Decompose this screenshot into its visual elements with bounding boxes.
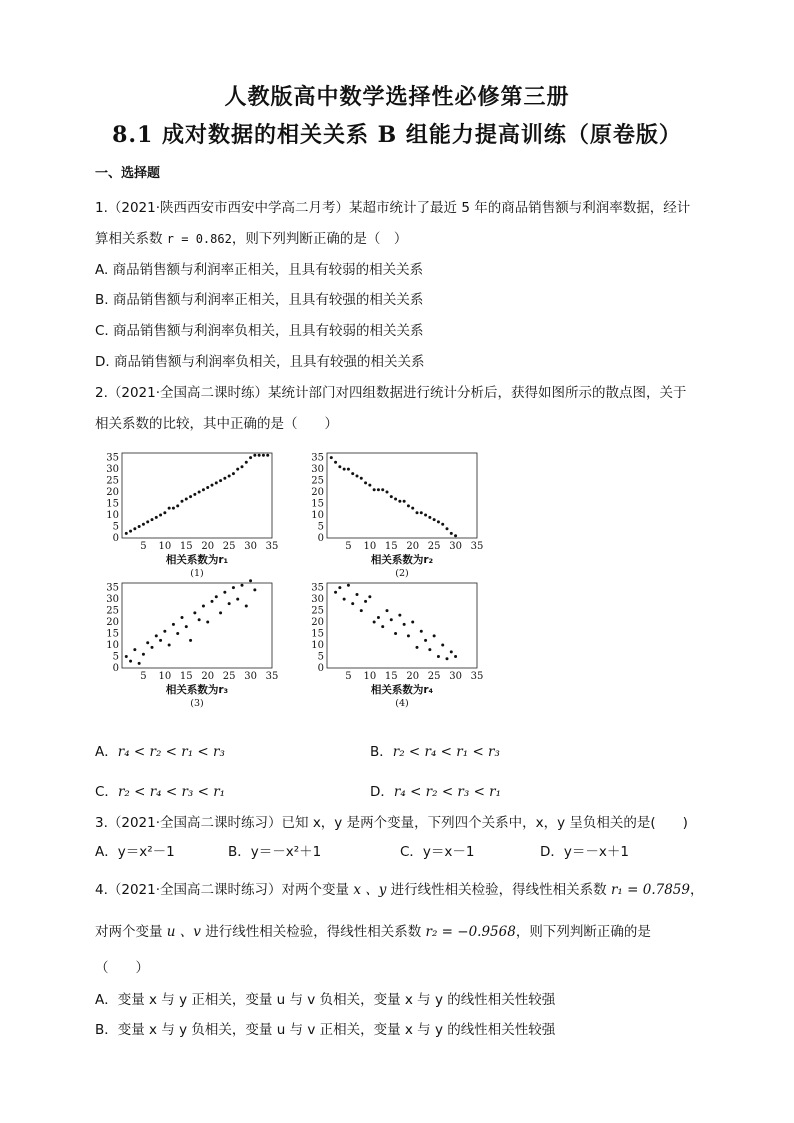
data-point — [228, 602, 231, 605]
data-point — [347, 468, 350, 471]
data-point — [253, 454, 256, 457]
x-tick-label: 10 — [158, 541, 172, 552]
q2-option-c-expr: r₂ < r₄ < r₃ < r₁ — [117, 784, 226, 800]
data-point — [245, 604, 248, 607]
data-point — [249, 579, 252, 582]
data-point — [142, 653, 145, 656]
data-point — [338, 586, 341, 589]
y-tick-label: 20 — [106, 487, 119, 499]
scatter-chart-3 — [95, 578, 285, 718]
data-point — [249, 456, 252, 459]
q1-option-c: C. 商品销售额与利润率负相关，且具有较弱的相关关系 — [95, 323, 424, 339]
q2-option-b-expr: r₂ < r₄ < r₁ < r₃ — [392, 744, 500, 760]
data-point — [236, 598, 239, 601]
data-point — [411, 621, 414, 624]
data-point — [377, 488, 380, 491]
data-point — [428, 516, 431, 519]
data-point — [356, 474, 359, 477]
data-point — [129, 660, 132, 663]
data-point — [223, 477, 226, 480]
data-point — [219, 479, 222, 482]
q4-option-b: B．变量 x 与 y 负相关，变量 u 与 v 正相关，变量 x 与 y 的线性相关性较强 — [95, 1022, 556, 1038]
data-point — [142, 523, 145, 526]
x-tick-label: 20 — [201, 541, 215, 552]
x-tick-label: 10 — [363, 671, 377, 682]
data-point — [351, 472, 354, 475]
document-title: 人教版高中数学选择性必修第三册 — [224, 84, 570, 110]
x-tick-label: 35 — [265, 541, 279, 552]
y-tick-label: 35 — [311, 582, 324, 594]
data-point — [377, 616, 380, 619]
data-point — [450, 650, 453, 653]
y-tick-label: 30 — [106, 464, 119, 476]
data-point — [407, 634, 410, 637]
x-tick-label: 35 — [265, 671, 279, 682]
x-tick-label: 20 — [406, 671, 420, 682]
data-point — [394, 632, 397, 635]
data-point — [351, 602, 354, 605]
data-point — [215, 595, 218, 598]
data-point — [176, 632, 179, 635]
data-point — [236, 468, 239, 471]
q4-line2-pre: 对两个变量 — [95, 924, 167, 940]
q1-stem-line1: 1.（2021·陕西西安市西安中学高二月考）某超市统计了最近 5 年的商品销售额与利润率数据，经计 — [95, 200, 691, 216]
data-point — [364, 481, 367, 484]
data-point — [215, 481, 218, 484]
data-point — [428, 648, 431, 651]
data-point — [193, 611, 196, 614]
data-point — [206, 621, 209, 624]
q2-stem-line1: 2.（2021·全国高二课时练）某统计部门对四组数据进行统计分析后，获得如图所示的散点图，关于 — [95, 385, 687, 401]
y-tick-label: 10 — [106, 510, 119, 522]
data-point — [356, 593, 359, 596]
q2-option-c — [95, 780, 225, 800]
q1-formula: r = 0.862 — [166, 232, 232, 246]
data-point — [411, 507, 414, 510]
data-point — [394, 497, 397, 500]
x-tick-label: 30 — [449, 671, 462, 682]
data-point — [390, 618, 393, 621]
data-point — [398, 614, 401, 617]
scatter-chart-1 — [95, 448, 285, 588]
y-tick-label: 20 — [311, 617, 324, 629]
x-tick-label: 20 — [406, 541, 420, 552]
data-point — [386, 491, 389, 494]
q1-option-d: D. 商品销售额与利润率负相关，且具有较强的相关关系 — [95, 354, 425, 370]
data-point — [360, 609, 363, 612]
x-tick-label: 30 — [244, 541, 257, 552]
data-point — [373, 488, 376, 491]
x-tick-label: 35 — [470, 671, 484, 682]
q2-option-a — [95, 740, 225, 760]
q1-stem-line2 — [95, 227, 407, 247]
data-point — [338, 465, 341, 468]
q4-line1-val: r₁ = 0.7859 — [610, 882, 690, 898]
data-point — [198, 618, 201, 621]
x-tick-label: 5 — [345, 541, 352, 552]
data-point — [138, 662, 141, 665]
q2-option-b — [370, 740, 500, 760]
chart-caption: (1) — [190, 568, 204, 579]
q3-option-b: B．y＝－x²＋1 — [228, 844, 322, 860]
x-tick-label: 10 — [363, 541, 377, 552]
q4-line2-vars: u 、v — [166, 924, 201, 940]
q1-stem-pre: 算相关系数 — [95, 231, 167, 247]
data-point — [206, 486, 209, 489]
data-point — [232, 472, 235, 475]
y-tick-label: 25 — [106, 475, 119, 487]
y-tick-label: 5 — [317, 651, 324, 663]
x-tick-label: 25 — [222, 671, 236, 682]
q4-line1-post: ， — [689, 882, 704, 898]
q4-line1-pre: 4.（2021·全国高二课时练习）对两个变量 — [95, 882, 354, 898]
data-point — [441, 523, 444, 526]
data-point — [364, 600, 367, 603]
q1-option-b: B. 商品销售额与利润率正相关，且具有较强的相关关系 — [95, 292, 424, 308]
data-point — [245, 461, 248, 464]
q4-line2-val: r₂ = −0.9568 — [425, 924, 516, 940]
data-point — [125, 532, 128, 535]
data-point — [407, 504, 410, 507]
data-point — [159, 639, 162, 642]
x-axis-label: 相关系数为r₃ — [165, 684, 229, 696]
data-point — [403, 623, 406, 626]
data-point — [441, 644, 444, 647]
y-tick-label: 15 — [311, 628, 324, 640]
data-point — [347, 584, 350, 587]
data-point — [360, 477, 363, 480]
data-point — [334, 591, 337, 594]
q4-stem-line2 — [95, 920, 651, 940]
data-point — [172, 507, 175, 510]
data-point — [258, 454, 261, 457]
x-tick-label: 25 — [222, 541, 236, 552]
data-point — [189, 639, 192, 642]
data-point — [185, 497, 188, 500]
data-point — [373, 621, 376, 624]
scatter-chart-2 — [300, 448, 490, 588]
data-point — [168, 507, 171, 510]
x-tick-label: 15 — [384, 541, 398, 552]
data-point — [420, 511, 423, 514]
x-tick-label: 5 — [140, 671, 147, 682]
data-point — [211, 484, 214, 487]
data-point — [146, 520, 149, 523]
data-point — [454, 655, 457, 658]
data-point — [172, 623, 175, 626]
x-tick-label: 30 — [449, 541, 462, 552]
data-point — [266, 454, 269, 457]
y-tick-label: 10 — [311, 510, 324, 522]
data-point — [151, 646, 154, 649]
y-tick-label: 5 — [317, 521, 324, 533]
data-point — [433, 634, 436, 637]
x-tick-label: 15 — [384, 671, 398, 682]
x-tick-label: 15 — [179, 541, 193, 552]
y-tick-label: 0 — [112, 663, 119, 674]
data-point — [433, 518, 436, 521]
data-point — [241, 465, 244, 468]
x-axis-label: 相关系数为r₄ — [370, 684, 434, 696]
y-tick-label: 0 — [317, 663, 324, 674]
data-point — [176, 504, 179, 507]
q2-option-a-label: A． — [95, 744, 118, 760]
data-point — [189, 495, 192, 498]
data-point — [330, 456, 333, 459]
data-point — [454, 534, 457, 537]
section-heading: 一、选择题 — [95, 166, 161, 181]
data-point — [437, 520, 440, 523]
x-tick-label: 25 — [427, 541, 441, 552]
chart-caption: (3) — [190, 698, 204, 709]
y-tick-label: 25 — [106, 605, 119, 617]
q2-option-c-label: C． — [95, 784, 118, 800]
q2-option-b-label: B． — [370, 744, 393, 760]
q3-option-d: D．y＝－x＋1 — [540, 844, 629, 860]
data-point — [403, 500, 406, 503]
x-tick-label: 5 — [140, 541, 147, 552]
data-point — [155, 634, 158, 637]
y-tick-label: 15 — [311, 498, 324, 510]
data-point — [168, 644, 171, 647]
q4-line1-mid: 进行线性相关检验，得线性相关系数 — [386, 882, 611, 898]
x-axis-label: 相关系数为r₁ — [165, 554, 229, 566]
q4-line2-post: ，则下列判断正确的是 — [515, 924, 651, 940]
data-point — [129, 530, 132, 533]
q4-line1-vars: x 、y — [353, 882, 387, 898]
q4-line2-mid: 进行线性相关检验，得线性相关系数 — [200, 924, 426, 940]
x-tick-label: 15 — [179, 671, 193, 682]
data-point — [138, 525, 141, 528]
data-point — [133, 527, 136, 530]
y-tick-label: 35 — [106, 582, 119, 594]
chart-caption: (2) — [395, 568, 409, 579]
data-point — [146, 641, 149, 644]
data-point — [198, 491, 201, 494]
data-point — [334, 461, 337, 464]
q1-stem-post: ，则下列判断正确的是（ ） — [231, 231, 408, 247]
data-point — [159, 514, 162, 517]
y-tick-label: 25 — [311, 605, 324, 617]
data-point — [219, 611, 222, 614]
data-point — [262, 454, 265, 457]
q2-option-d-label: D． — [370, 784, 394, 800]
data-point — [241, 584, 244, 587]
data-point — [446, 657, 449, 660]
q4-stem-line1 — [95, 878, 703, 898]
data-point — [155, 516, 158, 519]
y-tick-label: 25 — [311, 475, 324, 487]
y-tick-label: 30 — [311, 464, 324, 476]
y-tick-label: 35 — [106, 452, 119, 464]
document-subtitle: 8.1 成对数据的相关关系 B 组能力提高训练（原卷版） — [112, 122, 682, 148]
data-point — [133, 648, 136, 651]
data-point — [416, 646, 419, 649]
data-point — [437, 655, 440, 658]
q1-option-a: A. 商品销售额与利润率正相关，且具有较弱的相关关系 — [95, 262, 424, 278]
data-point — [151, 518, 154, 521]
data-point — [390, 495, 393, 498]
x-tick-label: 10 — [158, 671, 172, 682]
data-point — [424, 639, 427, 642]
y-tick-label: 5 — [112, 651, 119, 663]
data-point — [163, 511, 166, 514]
y-tick-label: 0 — [112, 533, 119, 544]
data-point — [381, 488, 384, 491]
q4-answer-paren: （ ） — [95, 960, 149, 976]
y-tick-label: 20 — [311, 487, 324, 499]
y-tick-label: 30 — [311, 594, 324, 606]
y-tick-label: 10 — [106, 640, 119, 652]
q3-stem: 3.（2021·全国高二课时练习）已知 x，y 是两个变量，下列四个关系中，x，y 呈负相关的是( ) — [95, 815, 688, 831]
x-axis-label: 相关系数为r₂ — [370, 554, 434, 566]
q2-option-d — [370, 780, 501, 800]
y-tick-label: 5 — [112, 521, 119, 533]
x-tick-label: 20 — [201, 671, 215, 682]
data-point — [181, 500, 184, 503]
q2-option-d-expr: r₄ < r₂ < r₃ < r₁ — [393, 784, 502, 800]
data-point — [223, 591, 226, 594]
scatter-chart-4 — [300, 578, 490, 718]
data-point — [416, 511, 419, 514]
y-tick-label: 15 — [106, 628, 119, 640]
data-point — [232, 586, 235, 589]
data-point — [228, 474, 231, 477]
q2-stem-line2: 相关系数的比较，其中正确的是（ ） — [95, 416, 338, 432]
data-point — [202, 604, 205, 607]
data-point — [368, 484, 371, 487]
data-point — [446, 527, 449, 530]
x-tick-label: 30 — [244, 671, 257, 682]
plot-frame — [327, 583, 477, 668]
y-tick-label: 15 — [106, 498, 119, 510]
y-tick-label: 0 — [317, 533, 324, 544]
data-point — [424, 514, 427, 517]
data-point — [343, 598, 346, 601]
y-tick-label: 10 — [311, 640, 324, 652]
q3-option-c: C．y＝x－1 — [400, 844, 475, 860]
data-point — [181, 616, 184, 619]
q4-option-a: A．变量 x 与 y 正相关，变量 u 与 v 负相关，变量 x 与 y 的线性相关性较强 — [95, 992, 556, 1008]
data-point — [253, 588, 256, 591]
data-point — [386, 609, 389, 612]
data-point — [450, 532, 453, 535]
plot-frame — [327, 453, 477, 538]
data-point — [368, 595, 371, 598]
x-tick-label: 5 — [345, 671, 352, 682]
y-tick-label: 30 — [106, 594, 119, 606]
y-tick-label: 35 — [311, 452, 324, 464]
x-tick-label: 25 — [427, 671, 441, 682]
data-point — [343, 468, 346, 471]
chart-caption: (4) — [395, 698, 409, 709]
y-tick-label: 20 — [106, 617, 119, 629]
data-point — [163, 630, 166, 633]
data-point — [420, 630, 423, 633]
data-point — [398, 500, 401, 503]
data-point — [125, 655, 128, 658]
data-point — [381, 625, 384, 628]
data-point — [211, 600, 214, 603]
q2-option-a-expr: r₄ < r₂ < r₁ < r₃ — [117, 744, 225, 760]
data-point — [193, 493, 196, 496]
data-point — [202, 488, 205, 491]
data-point — [185, 625, 188, 628]
x-tick-label: 35 — [470, 541, 484, 552]
q3-option-a: A．y＝x²－1 — [95, 844, 175, 860]
